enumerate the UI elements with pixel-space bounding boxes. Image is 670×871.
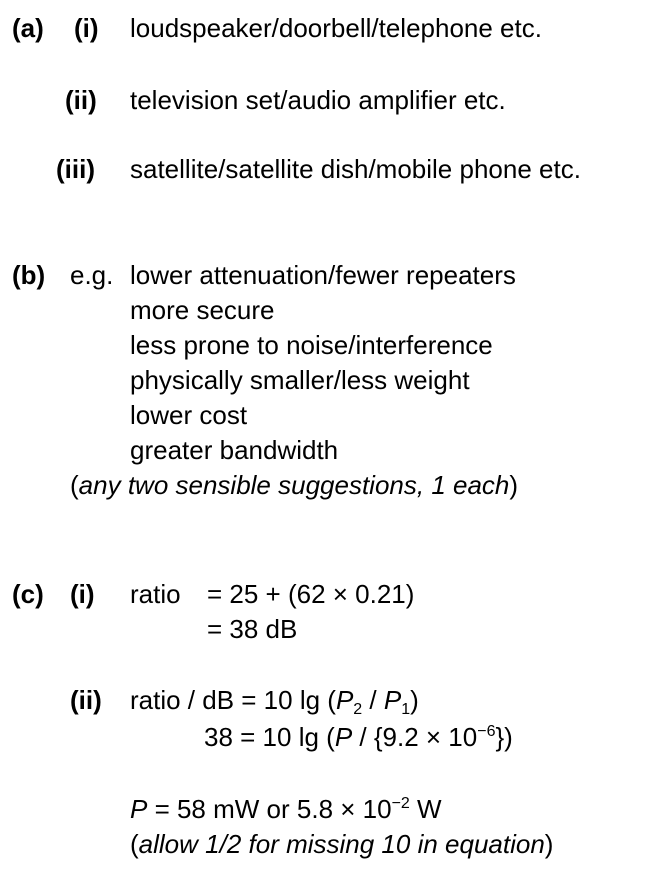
part-b-line: greater bandwidth	[130, 435, 339, 465]
eq1-p1: P	[383, 685, 402, 715]
eq2-lhs: 38 = 10 lg (	[204, 722, 335, 752]
part-a-i-answer: loudspeaker/doorbell/telephone etc.	[130, 13, 542, 43]
ans-mid: = 58 mW or 5.8 × 10	[147, 794, 392, 824]
part-c-ii-note	[130, 831, 553, 857]
part-c-i-number: (i)	[70, 579, 95, 609]
eq1-p2: P	[335, 685, 354, 715]
ans-p: P	[130, 794, 148, 824]
ans-exp: −2	[391, 795, 410, 812]
paren-open: (	[130, 829, 139, 859]
paren-open: (	[70, 470, 79, 500]
part-b-line: lower attenuation/fewer repeaters	[130, 260, 516, 290]
part-a-ii-answer: television set/audio amplifier etc.	[130, 85, 506, 115]
ans-unit: W	[409, 794, 442, 824]
part-c-ii-equation1	[130, 685, 419, 718]
part-a-iii-number: (iii)	[56, 154, 95, 184]
part-c-ii-equation2	[204, 724, 513, 750]
part-c-i-line2: = 38 dB	[207, 614, 298, 644]
part-c-ii-number: (ii)	[70, 685, 102, 715]
part-a-label: (a)	[12, 13, 44, 43]
part-b-note	[70, 472, 518, 498]
eq1-p1-sub: 1	[401, 701, 411, 718]
part-c-ii-note-text: allow 1/2 for missing 10 in equation	[138, 829, 545, 859]
eq2-end: })	[495, 722, 513, 752]
eq2-exp: −6	[477, 723, 496, 740]
paren-close: )	[509, 470, 519, 500]
eq1-lhs: ratio / dB = 10 lg (	[130, 685, 336, 715]
eq1-slash: /	[362, 685, 384, 715]
part-c-label: (c)	[12, 579, 44, 609]
part-b-note-text: any two sensible suggestions, 1 each	[78, 470, 510, 500]
eq1-p2-sub: 2	[353, 701, 363, 718]
eq2-mid: / {9.2 × 10	[352, 722, 478, 752]
part-c-ii-answer	[130, 796, 442, 822]
eq2-p: P	[334, 722, 353, 752]
part-b-line: more secure	[130, 295, 275, 325]
paren-close: )	[544, 829, 554, 859]
part-a-i-number: (i)	[74, 13, 99, 43]
part-b-label: (b)	[12, 260, 46, 290]
part-b-line: physically smaller/less weight	[130, 365, 470, 395]
eq1-close: )	[410, 685, 419, 715]
part-c-i-line1: = 25 + (62 × 0.21)	[207, 579, 415, 609]
part-b-line: lower cost	[130, 400, 248, 430]
part-a-ii-number: (ii)	[65, 85, 97, 115]
part-b-eg: e.g.	[70, 260, 114, 290]
part-b-line: less prone to noise/interference	[130, 330, 493, 360]
part-c-i-ratio-word: ratio	[130, 579, 181, 609]
part-a-iii-answer: satellite/satellite dish/mobile phone etc.	[130, 154, 581, 184]
